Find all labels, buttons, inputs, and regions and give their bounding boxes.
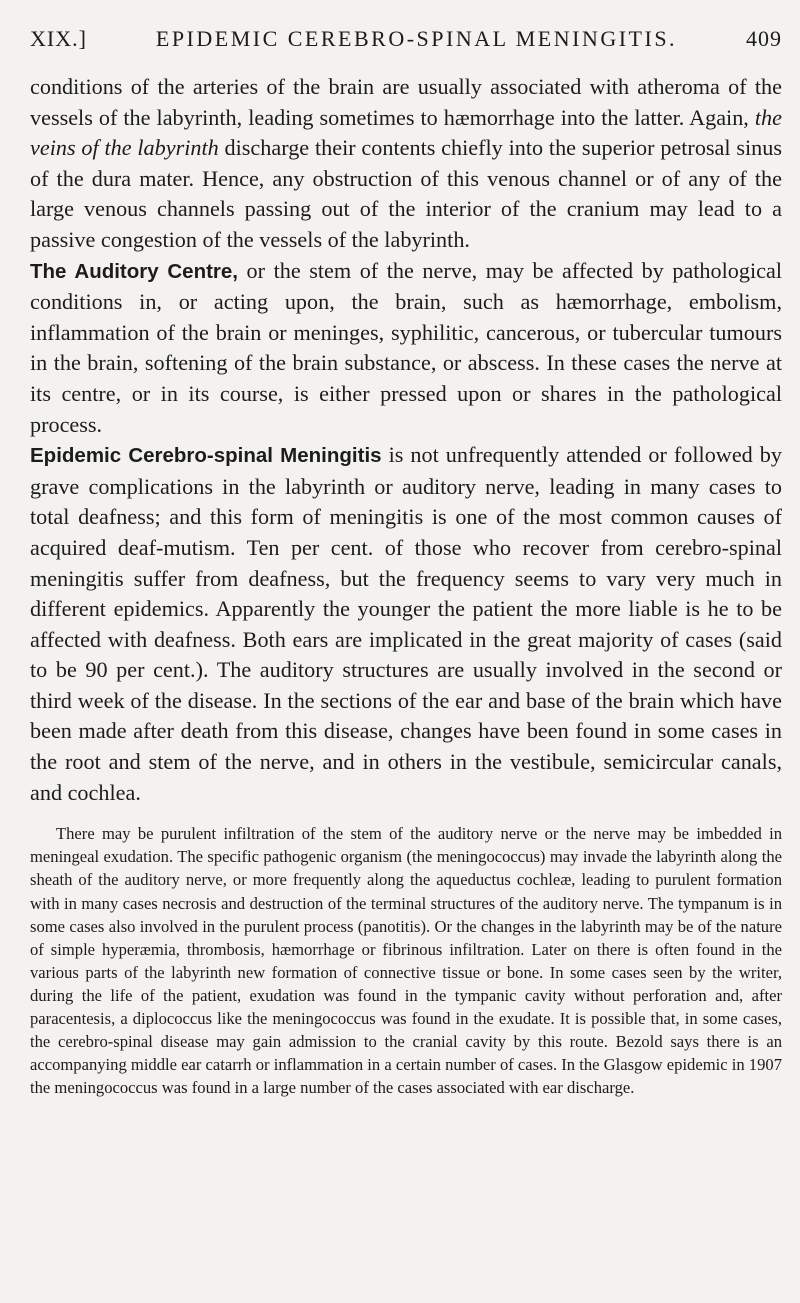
paragraph-text: conditions of the arteries of the brain are usually associated with atheroma of the vessels of the labyrinth, leading sometimes to hæmorrhage into the latter. Again, <box>30 74 782 130</box>
running-title: EPIDEMIC CEREBRO-SPINAL MENINGITIS. <box>155 26 678 51</box>
running-header <box>30 26 782 58</box>
section-heading: The Auditory Centre, <box>30 259 238 283</box>
paragraph-arteries-veins <box>30 72 782 256</box>
book-page <box>30 26 782 1099</box>
paragraph-auditory-centre <box>30 256 782 441</box>
paragraph-meningitis <box>30 440 782 808</box>
italic-phrase: the veins of the labyrinth <box>30 104 782 161</box>
paragraph-text: or the stem of the nerve, may be affected by pathological conditions in, or acting upon, the brain, such as hæmorrhage, embolism, inflammation of the brain or meninges, syphilitic, cancerous, or tubercular tumours in the brain, softening of the brain substance, or abscess. In these cases the nerve at its centre, or in its course, is either pressed upon or shares in the pathological process. <box>30 257 782 437</box>
note-text: There may be purulent infiltration of the stem of the auditory nerve or the nerve may be imbedded in meningeal exudation. The specific pathogenic organism (the meningococcus) may invade the labyrinth along the sheath of the auditory nerve, or more frequently along the aqueductus cochleæ, leading to purulent formation with in many cases necrosis and destruction of the terminal structures of the auditory nerve. The tympanum is in some cases also involved in the purulent process (panotitis). Or the changes in the labyrinth may be of the nature of simple hyperæmia, thrombosis, hæmorrhage or fibrinous infiltration. Later on there is often found in the various parts of the labyrinth new formation of connective tissue or bone. In some cases seen by the writer, during the life of the patient, exudation was found in the tympanic cavity without perforation and, after paracentesis, a diplococcus like the meningococcus was found in the exudate. It is possible that, in some cases, the cerebro-spinal disease may gain admission to the cranial cavity by this route. Bezold says there is an accompanying middle ear catarrh or inflammation in a certain number of cases. In the Glasgow epidemic in 1907 the meningococcus was found in a large number of the cases associated with ear discharge. <box>30 824 782 1098</box>
paragraph-text: is not unfrequently attended or followed by grave complications in the labyrinth or auditory nerve, leading in many cases to total deafness; and this form of meningitis is one of the most common causes of acquired deaf-mutism. Ten per cent. of those who recover from cerebro-spinal meningitis suffer from deafness, but the frequency seems to vary very much in different epidemics. Apparently the younger the patient the more liable is he to be affected with deafness. Both ears are implicated in the great majority of cases (said to be 90 per cent.). The auditory structures are usually involved in the second or third week of the disease. In the sections of the ear and base of the brain which have been made after death from this disease, changes have been found in some cases in the root and stem of the nerve, and in others in the vestibule, semicircular canals, and cochlea. <box>30 442 782 805</box>
main-text <box>30 72 782 808</box>
small-print-note <box>30 822 782 1099</box>
paragraph-text: discharge their contents chiefly into the superior petrosal sinus of the dura mater. Hence, any obstruction of this venous channel or of any of the large venous channels passing out of the interior of the cranium may lead to a passive congestion of the vessels of the labyrinth. <box>30 135 782 252</box>
page-number: 409 <box>746 26 782 51</box>
chapter-number: XIX.] <box>30 26 87 51</box>
section-heading: Epidemic Cerebro-spinal Meningitis <box>30 444 382 468</box>
